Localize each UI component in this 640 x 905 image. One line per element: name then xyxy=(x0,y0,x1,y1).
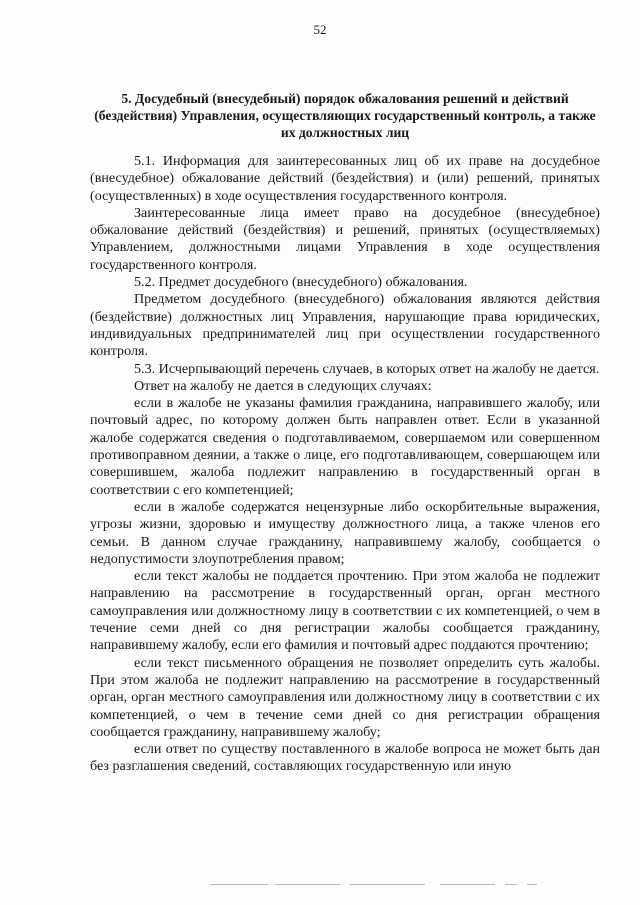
paragraph: Заинтересованные лица имеет право на досудебное (внесудебное) обжалование действий (бездействия) и решений, принятых (осуществляемых) Управлением, должностными лицами Управления в ходе осуществления государственного контроля. xyxy=(90,204,600,273)
paragraph: 5.1. Информация для заинтересованных лиц об их праве на досудебное (внесудебное) обжалование действий (бездействия) и (или) решений, принятых (осуществленных) в ходе осуществления государственного контроля. xyxy=(90,153,600,204)
scan-artifact-line xyxy=(210,884,268,885)
paragraph: 5.2. Предмет досудебного (внесудебного) обжалования. xyxy=(134,274,468,291)
document-body xyxy=(90,153,600,776)
scan-artifact-line xyxy=(350,884,425,885)
paragraph: 5.3. Исчерпывающий перечень случаев, в которых ответ на жалобу не дается. xyxy=(134,360,600,377)
scan-artifact-line xyxy=(275,884,340,885)
scan-artifact-line xyxy=(527,884,537,885)
scan-artifact-line xyxy=(505,884,517,885)
paragraph: если ответ по существу поставленного в жалобе вопроса не может быть дан без разглашения сведений, составляющих государственную или иную xyxy=(90,741,600,775)
paragraph: если в жалобе содержатся нецензурные либо оскорбительные выражения, угрозы жизни, здоровью и имуществу должностного лица, а также членов его семьи. В данном случае гражданину, направившему жалобу, сообщается о недопустимости злоупотребления правом; xyxy=(90,498,600,567)
paragraph: если текст письменного обращения не позволяет определить суть жалобы. При этом жалоба не подлежит направлению на рассмотрение в государственный орган, орган местного самоуправления или должностному лицу в соответствии с их компетенцией, о чем в течение семи дней со дня регистрации обращения сообщается гражданину, направившему жалобу; xyxy=(90,654,600,740)
scan-artifact-line xyxy=(440,884,495,885)
section-heading: 5. Досудебный (внесудебный) порядок обжалования решений и действий (бездействия) Управления, осуществляющих государственный контроль, а также их должностных лиц xyxy=(94,91,596,141)
paragraph: если текст жалобы не поддается прочтению. При этом жалоба не подлежит направлению на рассмотрение в государственный орган, орган местного самоуправления или должностному лицу в соответствии с их компетенцией, о чем в течение семи дней со дня регистрации жалобы сообщается гражданину, направившему жалобу, если его фамилия и почтовый адрес поддаются прочтению; xyxy=(90,568,600,654)
paragraph: Ответ на жалобу не дается в следующих случаях: xyxy=(134,377,432,394)
paragraph: если в жалобе не указаны фамилия гражданина, направившего жалобу, или почтовый адрес, по которому должен быть направлен ответ. Если в указанной жалобе содержатся сведения о подготавливаемом, совершаемом или совершенном противоправном деянии, а также о лице, его подготавливающем, совершающем или совершившем, жалоба подлежит направлению в государственный орган в соответствии с его компетенцией; xyxy=(90,395,600,498)
paragraph: Предметом досудебного (внесудебного) обжалования являются действия (бездействие) должностных лиц Управления, нарушающие права юридических, индивидуальных предпринимателей лиц при осуществлении государственного контроля. xyxy=(90,291,600,360)
page-number: 52 xyxy=(313,22,327,37)
